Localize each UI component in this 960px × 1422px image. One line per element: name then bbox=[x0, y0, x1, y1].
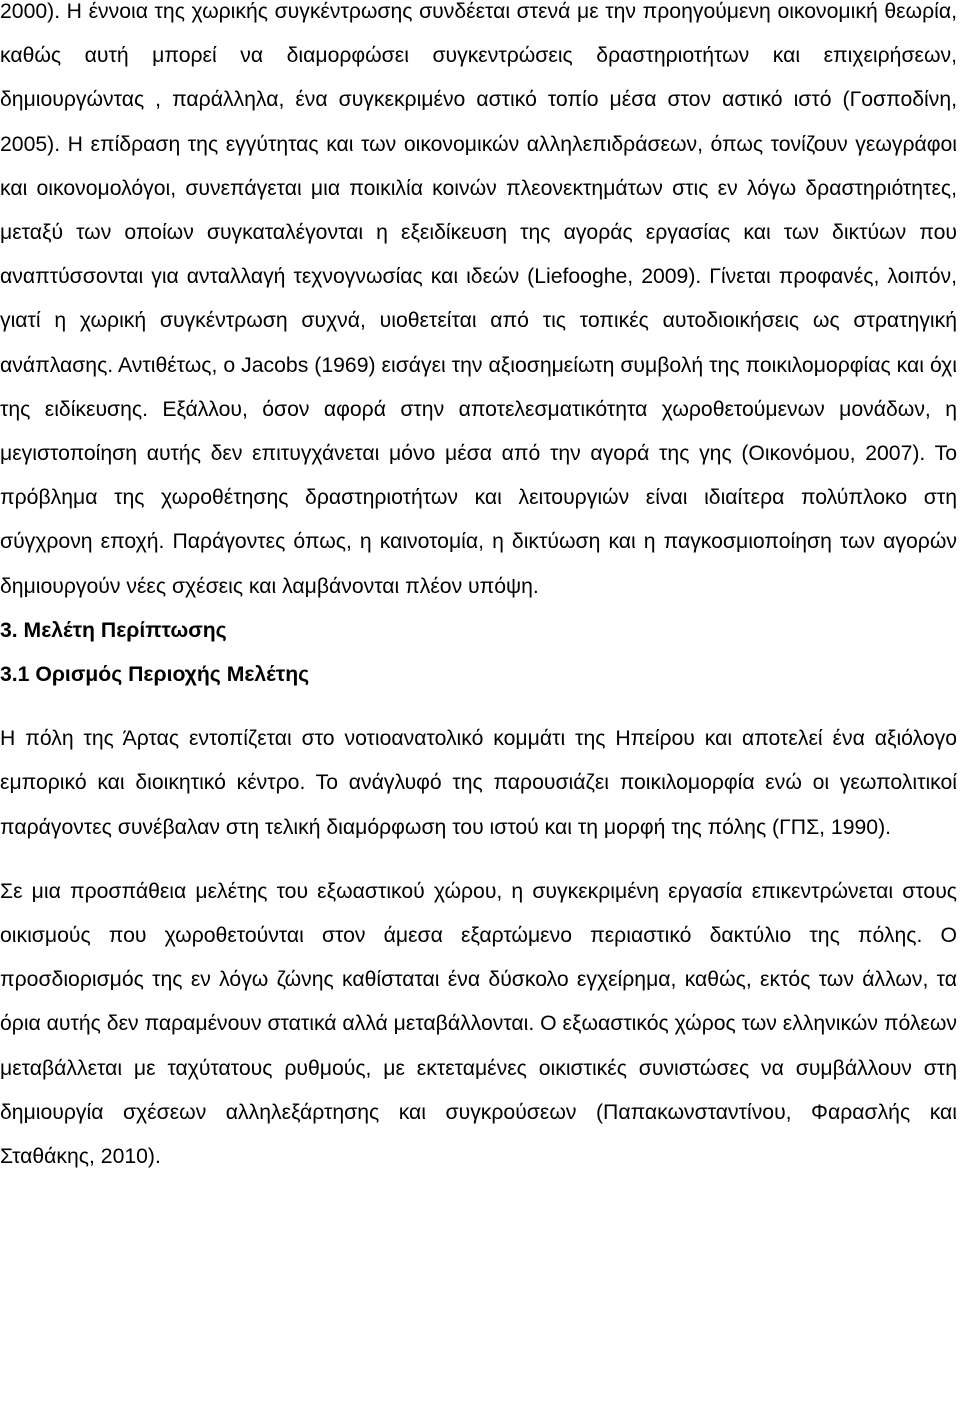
section-heading-3: 3. Μελέτη Περίπτωσης bbox=[0, 618, 227, 642]
body-paragraph-1: 2000). Η έννοια της χωρικής συγκέντρωσης συνδέεται στενά με την προηγούμενη οικονομική θεωρία, καθώς αυτή μπορεί να διαμορφώσει συγκεντρώσεις δραστηριοτήτων και επιχειρήσεων, δημιουργώντας , παράλληλα, ένα συγκεκριμένο αστικό τοπίο μέσα στον αστικό ιστό (Γοσποδίνη, 2005). Η επίδραση της εγγύτητας και των οικονομικών αλληλεπιδράσεων, όπως τονίζουν γεωγράφοι και οικονομολόγοι, συνεπάγεται μια ποικιλία κοινών πλεονεκτημάτων στις εν λόγω δραστηριότητες, μεταξύ των οποίων συγκαταλέγονται η εξειδίκευση της αγοράς εργασίας και των δικτύων που αναπτύσσονται για ανταλλαγή τεχνογνωσίας και ιδεών (Liefooghe, 2009). Γίνεται προφανές, λοιπόν, γιατί η χωρική συγκέντρωση συχνά, υιοθετείται από τις τοπικές αυτοδιοικήσεις ως στρατηγική ανάπλασης. Αντιθέτως, ο Jacobs (1969) εισάγει την αξιοσημείωτη συμβολή της ποικιλομορφίας και όχι της ειδίκευσης. Εξάλλου, όσον αφορά στην αποτελεσματικότητα χωροθετούμενων μονάδων, η μεγιστοποίηση αυτής δεν επιτυγχάνεται μόνο μέσα από την αγορά της γης (Οικονόμου, 2007). Το πρόβλημα της χωροθέτησης δραστηριοτήτων και λειτουργιών είναι ιδιαίτερα πολύπλοκο στη σύγχρονη εποχή. Παράγοντες όπως, η καινοτομία, η δικτύωση και η παγκοσμιοποίηση των αγορών δημιουργούν νέες σχέσεις και λαμβάνονται πλέον υπόψη. bbox=[0, 0, 957, 598]
subsection-heading-3-1: 3.1 Ορισμός Περιοχής Μελέτης bbox=[0, 663, 310, 687]
body-paragraph-2: Η πόλη της Άρτας εντοπίζεται στο νοτιοανατολικό κομμάτι της Ηπείρου και αποτελεί ένα αξιόλογο εμπορικό και διοικητικό κέντρο. Το ανάγλυφό της παρουσιάζει ποικιλομορφία ενώ οι γεωπολιτικοί παράγοντες συνέβαλαν στη τελική διαμόρφωση του ιστού και τη μορφή της πόλης (ΓΠΣ, 1990). bbox=[0, 727, 957, 839]
body-paragraph-3: Σε μια προσπάθεια μελέτης του εξωαστικού χώρου, η συγκεκριμένη εργασία επικεντρώνεται στους οικισμούς που χωροθετούνται στον άμεσα εξαρτώμενο περιαστικό δακτύλιο της πόλης. Ο προσδιορισμός της εν λόγω ζώνης καθίσταται ένα δύσκολο εγχείρημα, καθώς, εκτός των άλλων, τα όρια αυτής δεν παραμένουν στατικά αλλά μεταβάλλονται. Ο εξωαστικός χώρος των ελληνικών πόλεων μεταβάλλεται με ταχύτατους ρυθμούς, με εκτεταμένες οικιστικές συνιστώσες να συμβάλλουν στη δημιουργία σχέσεων αλληλεξάρτησης και συγκρούσεων (Παπακωνσταντίνου, Φαρασλής και Σταθάκης, 2010). bbox=[0, 879, 957, 1169]
